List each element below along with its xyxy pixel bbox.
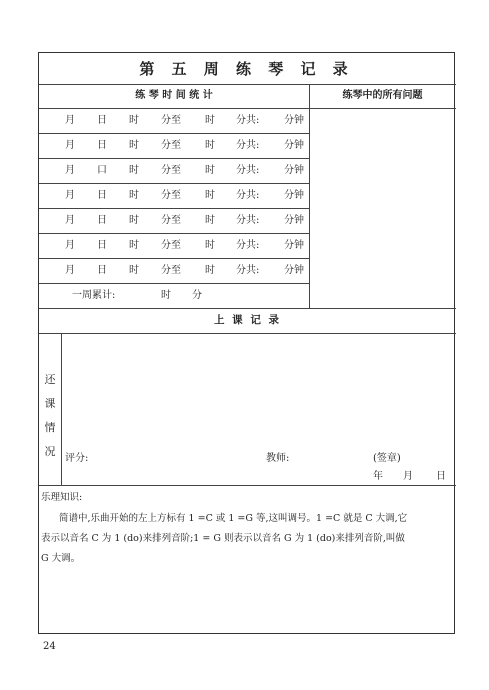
weekly-total-label: 一周累计: [72,290,116,301]
minutes-label: 分钟 [284,115,304,126]
hour-label: 时 [129,140,139,151]
min-to-label: 分至 [161,215,181,226]
year-label: 年 [373,471,383,482]
min-total-label: 分共: [236,165,260,176]
month-label: 月 [65,190,75,201]
month-label: 月 [65,165,75,176]
weekly-total-minute: 分 [192,290,202,301]
hour-label: 时 [129,240,139,251]
teacher-label: 教师: [266,453,290,464]
day-label: 日 [97,190,107,201]
hour-label: 时 [205,190,215,201]
page-number: 24 [43,641,56,652]
month-label: 月 [65,140,75,151]
min-to-label: 分至 [161,240,181,251]
practice-record-form [38,52,455,634]
min-to-label: 分至 [161,165,181,176]
min-total-label: 分共: [236,115,260,126]
minutes-label: 分钟 [284,240,304,251]
min-total-label: 分共: [236,140,260,151]
hour-label: 时 [205,140,215,151]
hour-label: 时 [205,240,215,251]
minutes-label: 分钟 [284,140,304,151]
review-label-char: 情 [44,421,56,434]
min-to-label: 分至 [161,265,181,276]
minutes-label: 分钟 [284,265,304,276]
theory-line: 表示以音名 C 为 1 (do)来排列音阶;1 = G 则表示以音名 G 为 1 (do)来排列音阶,叫做 [41,533,405,544]
min-to-label: 分至 [161,115,181,126]
review-label-char: 还 [44,373,56,386]
min-to-label: 分至 [161,140,181,151]
questions-header: 练琴中的所有问题 [342,90,423,101]
day-label: 日 [97,140,107,151]
hour-label: 时 [129,115,139,126]
weekly-total-hour: 时 [161,290,171,301]
min-total-label: 分共: [236,265,260,276]
min-to-label: 分至 [161,190,181,201]
minutes-label: 分钟 [284,190,304,201]
hour-label: 时 [205,165,215,176]
score-label: 评分: [65,453,89,464]
theory-heading: 乐理知识: [41,492,83,503]
hour-label: 时 [205,265,215,276]
min-total-label: 分共: [236,240,260,251]
hour-label: 时 [205,115,215,126]
hour-label: 时 [129,190,139,201]
hour-label: 时 [129,165,139,176]
day-label: 日 [97,265,107,276]
min-total-label: 分共: [236,190,260,201]
day-label: 口 [97,165,107,176]
day-label: 日 [97,215,107,226]
lesson-record-header: 上 课 记 录 [214,314,281,326]
page-title: 第 五 周 练 琴 记 录 [139,60,354,78]
column-divider [309,84,310,308]
day-label: 日 [436,471,446,482]
hour-label: 时 [129,215,139,226]
divider [39,333,456,334]
min-total-label: 分共: [236,215,260,226]
hour-label: 时 [129,265,139,276]
hour-label: 时 [205,215,215,226]
minutes-label: 分钟 [284,165,304,176]
month-label: 月 [65,265,75,276]
theory-line: G 大调。 [41,553,81,564]
seal-label: (签章) [373,453,401,464]
day-label: 日 [97,115,107,126]
review-label-char: 课 [44,397,56,410]
day-label: 日 [97,240,107,251]
month-label: 月 [65,240,75,251]
theory-line: 简谱中,乐曲开始的左上方标有 1 =C 或 1 =G 等,这叫调号。1 =C 就是 C 大调,它 [59,513,408,524]
month-label: 月 [403,471,413,482]
month-label: 月 [65,215,75,226]
divider [39,485,456,486]
month-label: 月 [65,115,75,126]
practice-time-header: 练 琴 时 间 统 计 [135,90,213,101]
minutes-label: 分钟 [284,215,304,226]
column-divider [61,333,62,485]
review-label-char: 况 [44,445,56,458]
